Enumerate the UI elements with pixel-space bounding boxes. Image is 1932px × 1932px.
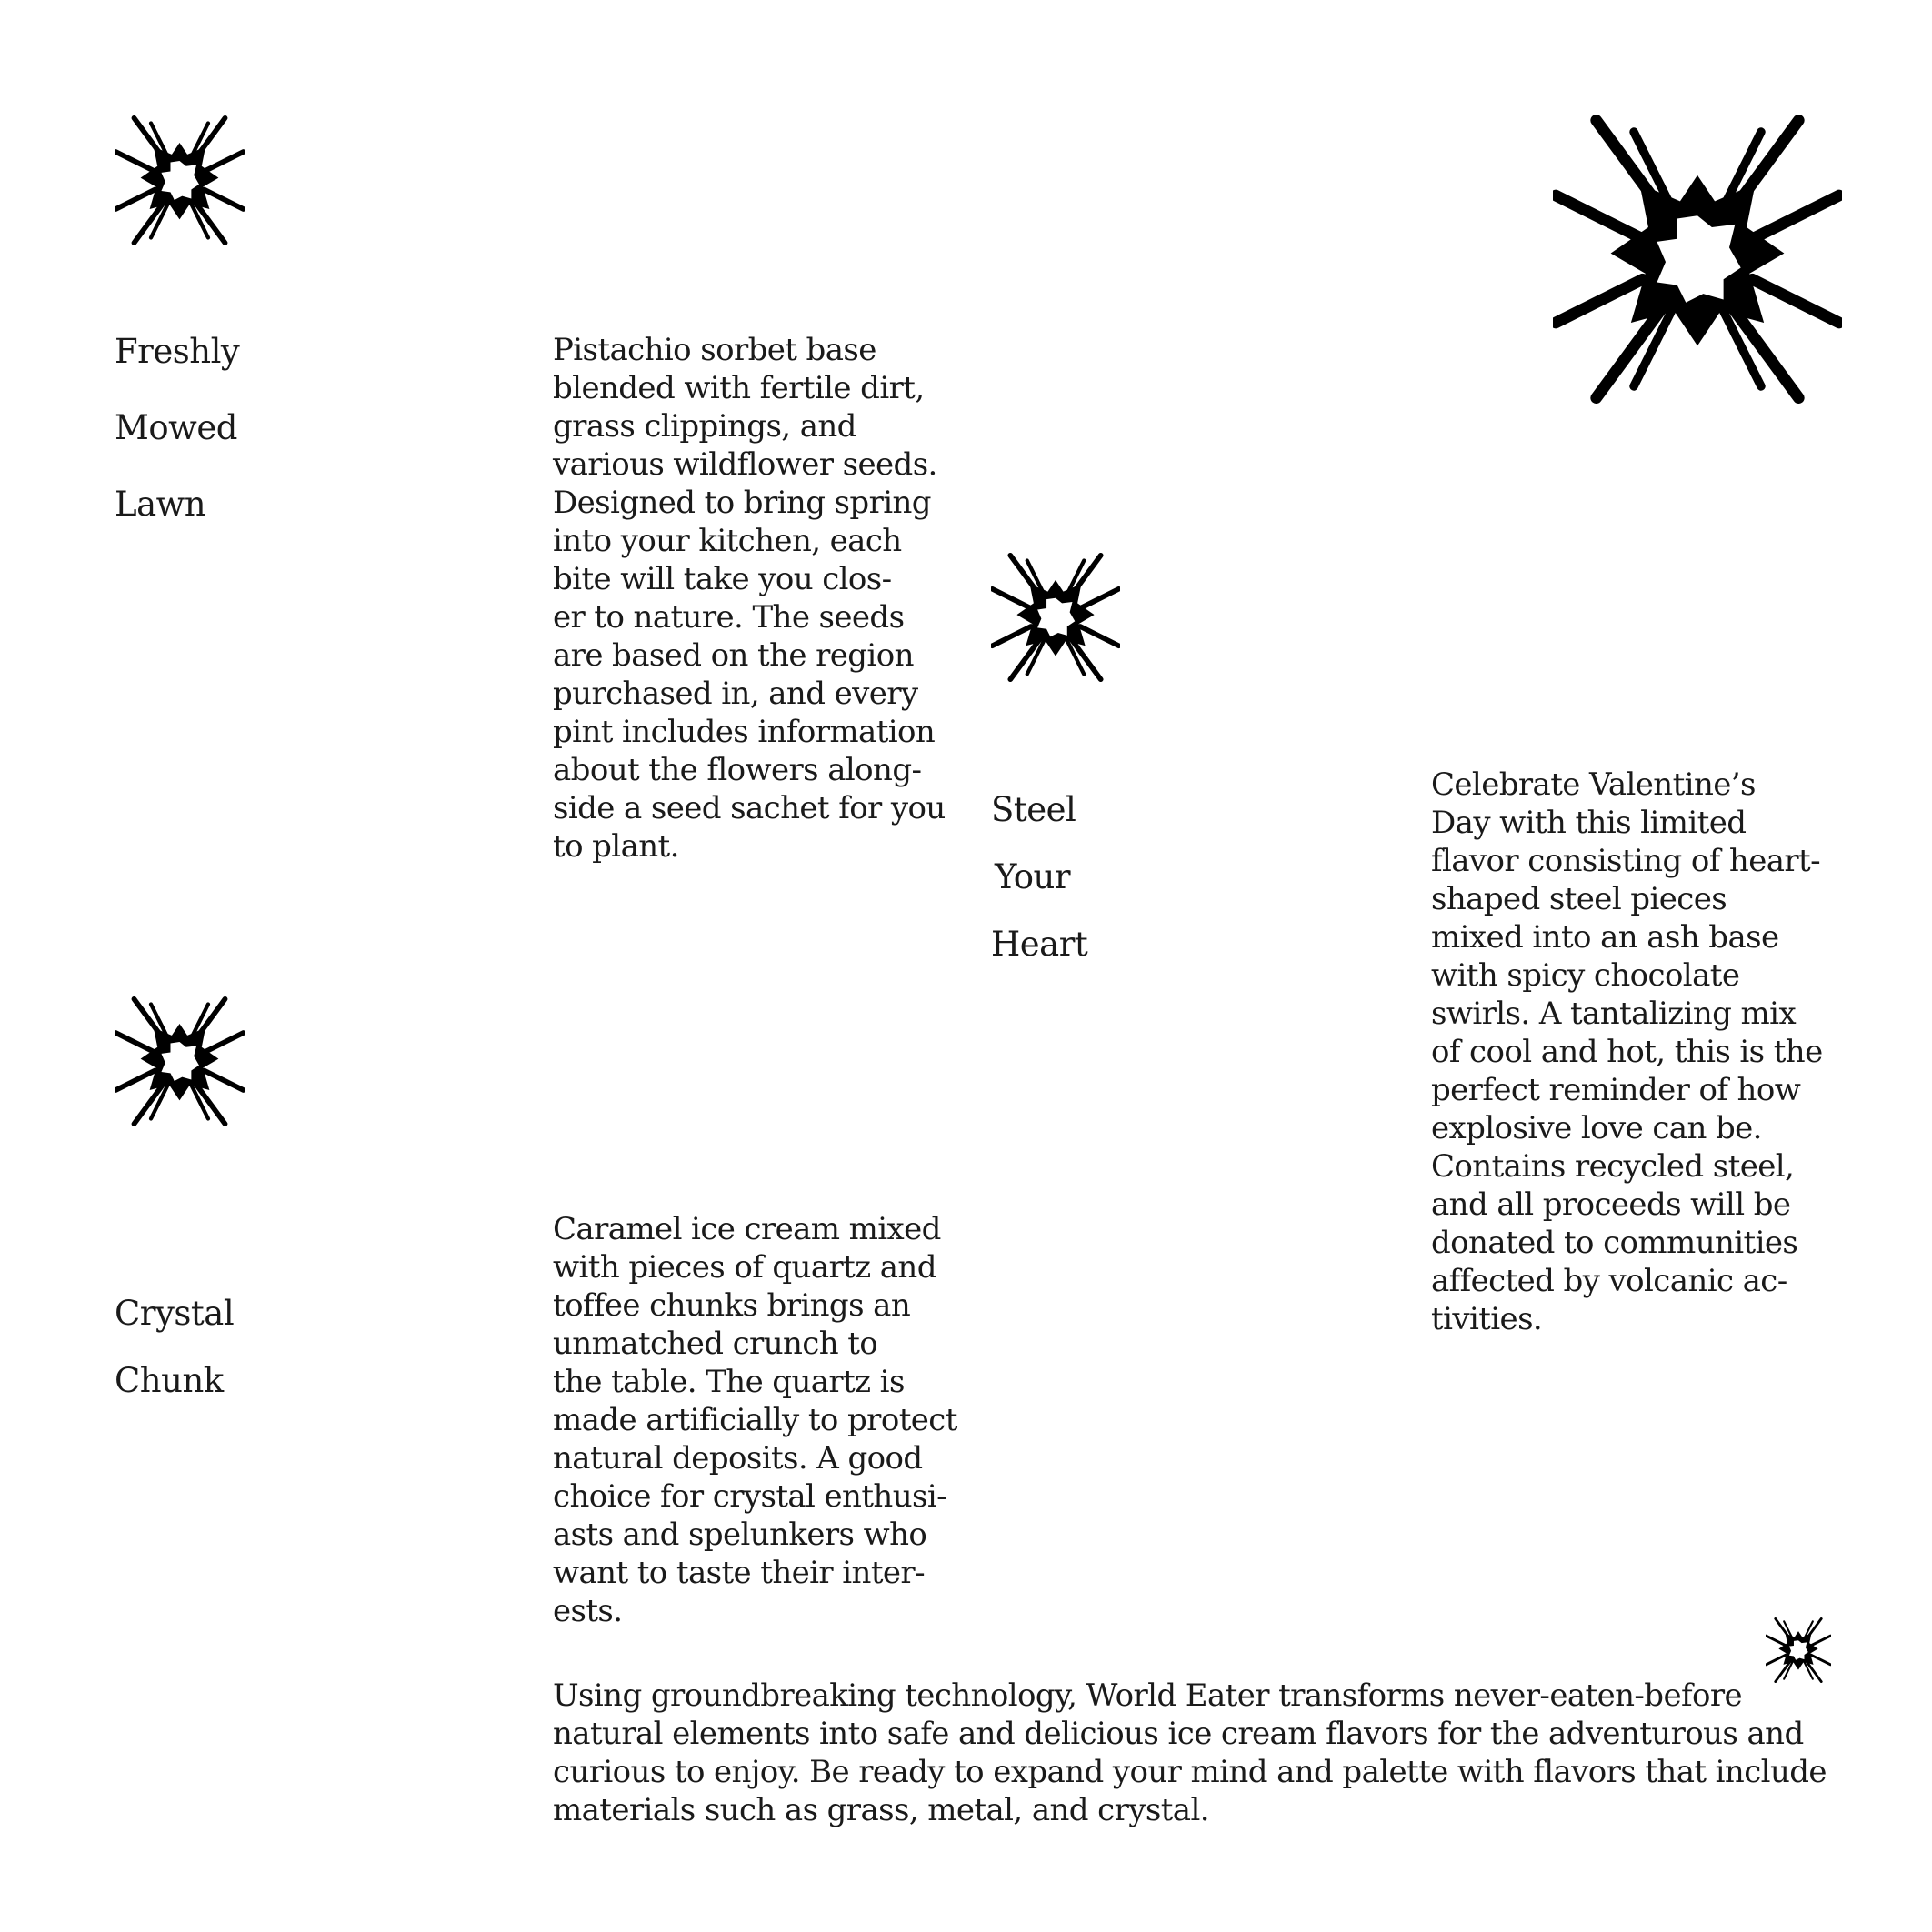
flavor-description: Celebrate Valentine’s Day with this limited flavor consisting of heart- shaped steel pieces mixed into an ash base with spicy chocolate swirls. A tantalizing mix of cool and hot, this is the perfect reminder of how explosive love can be. Contains recycled steel, and all proceeds will be donated to communities affected by volcanic ac- tivities. (1431, 766, 1823, 1337)
starburst-icon (1766, 1617, 1831, 1683)
intro-paragraph: Using groundbreaking technology, World Eater transforms never-eaten-before natural elements into safe and delicious ice cream flavors for the adventurous and curious to enjoy. Be ready to expand your mind and palette with flavors that include materials such as grass, metal, and crystal. (553, 1677, 1827, 1828)
flavor-name-word: Lawn (115, 485, 206, 524)
flavor-name-word: Freshly (115, 332, 240, 371)
flavor-name-word: Chunk (115, 1361, 224, 1400)
flavor-description: Caramel ice cream mixed with pieces of quartz and toffee chunks brings an unmatched crunch to the table. The quartz is made artificially to protect natural deposits. A good choice for crystal enthusi- asts and spelunkers who want to taste their inter- ests. (553, 1211, 957, 1629)
starburst-icon (1553, 115, 1842, 404)
flavor-name-word: Mowed (115, 408, 237, 447)
flavor-name-word: Crystal (115, 1294, 235, 1333)
flavor-name-word: Your (995, 857, 1071, 896)
starburst-icon (115, 996, 245, 1126)
flavor-name-word: Heart (991, 925, 1088, 964)
starburst-icon (115, 115, 245, 245)
flavor-description: Pistachio sorbet base blended with fertile dirt, grass clippings, and various wildflower seeds. Designed to bring spring into your kitchen, each bite will take you clos- er to nature. The seeds are based on the region purchased in, and every pint includes information about the flowers along- side a seed sachet for you to plant. (553, 332, 946, 865)
flavor-name-word: Steel (991, 790, 1076, 829)
starburst-icon (991, 553, 1120, 682)
